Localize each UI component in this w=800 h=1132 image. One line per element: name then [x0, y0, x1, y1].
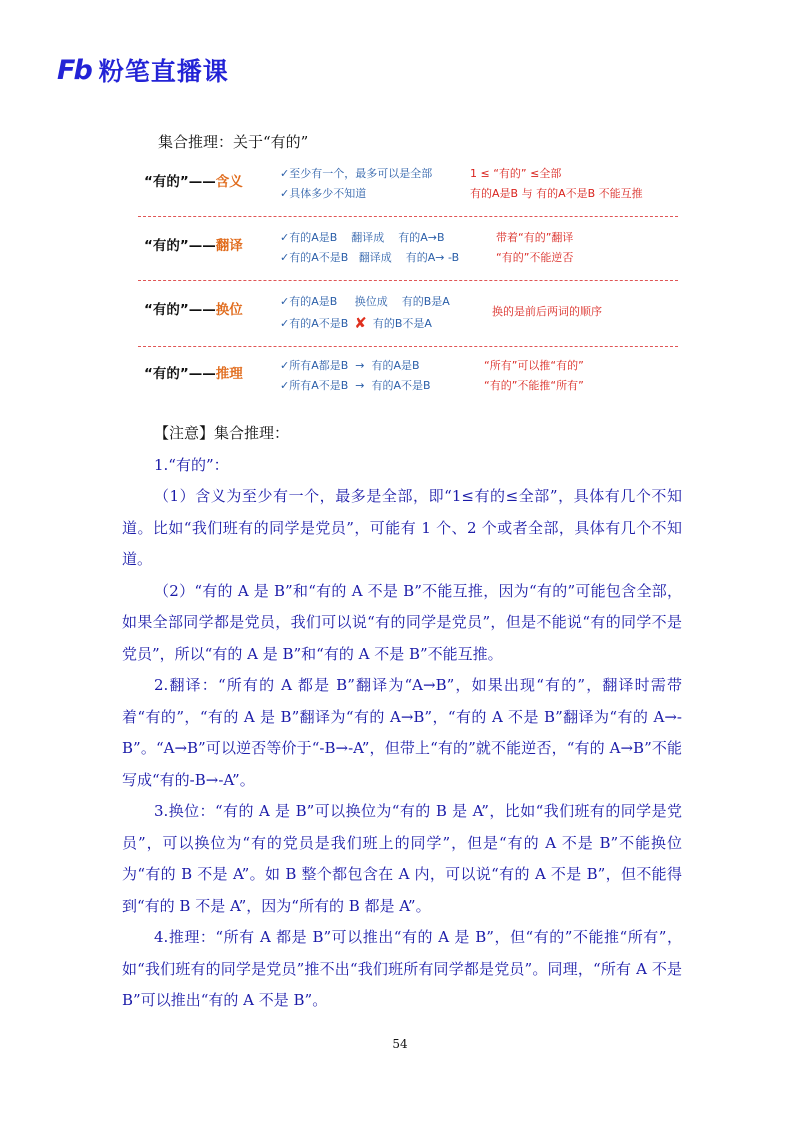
label-highlight: 含义 — [215, 174, 243, 190]
row-label — [144, 298, 243, 318]
row-conclusion — [484, 356, 584, 396]
note-paragraph: （1）含义为至少有一个，最多是全部，即“1≤有的≤全部”，具体有几个不知道。比如“我们班有的同学是党员”，可能有 1 个、2 个或者全部，具体有几个不知道。 — [122, 487, 682, 568]
diagram-row-inference — [138, 352, 678, 404]
conclusion-line: “所有”可以推“有的” — [484, 359, 584, 372]
row-label — [144, 362, 243, 382]
explanation-line: ✓所有A不是B → 有的A不是B — [280, 379, 431, 392]
logo-text: 粉笔直播课 — [98, 57, 229, 86]
note-paragraph: 2.翻译：“所有的 A 都是 B”翻译为“A→B”，如果出现“有的”，翻译时需带着“有的”，“有的 A 是 B”翻译为“有的 A→B”，“有的 A 不是 B”翻译为“有的 A→-B”。“A→B”可以逆否等价于“-B→-A”，但带上“有的”就不能逆否，“有的 A→B”不能写成“有的-B→-A”。 — [122, 676, 682, 789]
row-label — [144, 170, 243, 190]
label-prefix: “有的”—— — [144, 366, 216, 382]
label-prefix: “有的”—— — [144, 174, 216, 190]
dashed-divider — [138, 346, 678, 347]
explanation-line: ✓有的A是B 翻译成 有的A→B — [280, 231, 445, 244]
row-explanation — [280, 164, 432, 204]
logo-mark: Fb — [57, 54, 91, 86]
explanation-right: 有的B不是A — [372, 317, 432, 330]
diagram-row-conversion — [138, 288, 678, 340]
page-title: 集合推理：关于“有的” — [158, 133, 309, 151]
explanation-line: ✓具体多少不知道 — [280, 187, 367, 200]
conclusion-line: 带着“有的”翻译 — [496, 231, 574, 244]
label-prefix: “有的”—— — [144, 302, 216, 318]
note-paragraph: （2）“有的 A 是 B”和“有的 A 不是 B”不能互推，因为“有的”可能包含全部，如果全部同学都是党员，我们可以说“有的同学是党员”，但是不能说“有的同学不是党员”，所以“有的 A 是 B”和“有的 A 不是 B”不能互推。 — [122, 581, 682, 663]
row-conclusion — [492, 302, 602, 322]
conclusion-line: “有的”不能推“所有” — [484, 379, 584, 392]
dashed-divider — [138, 280, 678, 281]
header-logo — [57, 52, 229, 88]
conclusion-line: “有的”不能逆否 — [496, 251, 574, 264]
note-paragraph: 3.换位：“有的 A 是 B”可以换位为“有的 B 是 A”，比如“我们班有的同学是党员”，可以换位为“有的党员是我们班上的同学”，但是“有的 A 不是 B”不能换位为“有的 B 不是 A”。如 B 整个都包含在 A 内，可以说“有的 A 不是 B”，但不能得到“有的 B 不是 A”，因为“所有的 B 都是 A”。 — [122, 802, 682, 915]
cross-icon: ✘ — [354, 314, 367, 332]
row-explanation — [280, 356, 431, 396]
summary-diagram — [138, 160, 678, 400]
row-conclusion — [470, 164, 643, 204]
explanation-left: ✓有的A不是B — [280, 317, 349, 330]
explanation-line: ✓所有A都是B → 有的A是B — [280, 359, 420, 372]
row-label — [144, 234, 243, 254]
note-section — [122, 418, 682, 1017]
diagram-row-meaning — [138, 160, 678, 212]
explanation-line: ✓有的A是B 换位成 有的B是A — [280, 295, 450, 308]
diagram-row-translation — [138, 224, 678, 276]
label-highlight: 换位 — [215, 302, 243, 318]
explanation-line: ✓至少有一个，最多可以是全部 — [280, 167, 433, 180]
note-paragraph: 4.推理：“所有 A 都是 B”可以推出“有的 A 是 B”，但“有的”不能推“所有”，如“我们班有的同学是党员”推不出“我们班所有同学都是党员”。同理，“所有 A 不是 B”可以推出“有的 A 不是 B”。 — [122, 928, 682, 1009]
conclusion-line: 1 ≤ “有的” ≤全部 — [470, 167, 562, 180]
page-number: 54 — [392, 1037, 408, 1051]
row-explanation — [280, 292, 450, 334]
label-highlight: 推理 — [215, 366, 243, 382]
row-explanation — [280, 228, 459, 268]
conclusion-line: 换的是前后两词的顺序 — [492, 305, 602, 318]
conclusion-line: 有的A是B 与 有的A不是B 不能互推 — [470, 187, 643, 200]
note-heading: 【注意】集合推理： — [154, 424, 290, 442]
label-prefix: “有的”—— — [144, 238, 216, 254]
explanation-line: ✓有的A不是B 翻译成 有的A→ -B — [280, 251, 460, 264]
note-paragraph: 1.“有的”： — [154, 455, 229, 474]
row-conclusion — [496, 228, 573, 268]
explanation-line — [280, 312, 450, 334]
label-highlight: 翻译 — [215, 238, 243, 254]
dashed-divider — [138, 216, 678, 217]
